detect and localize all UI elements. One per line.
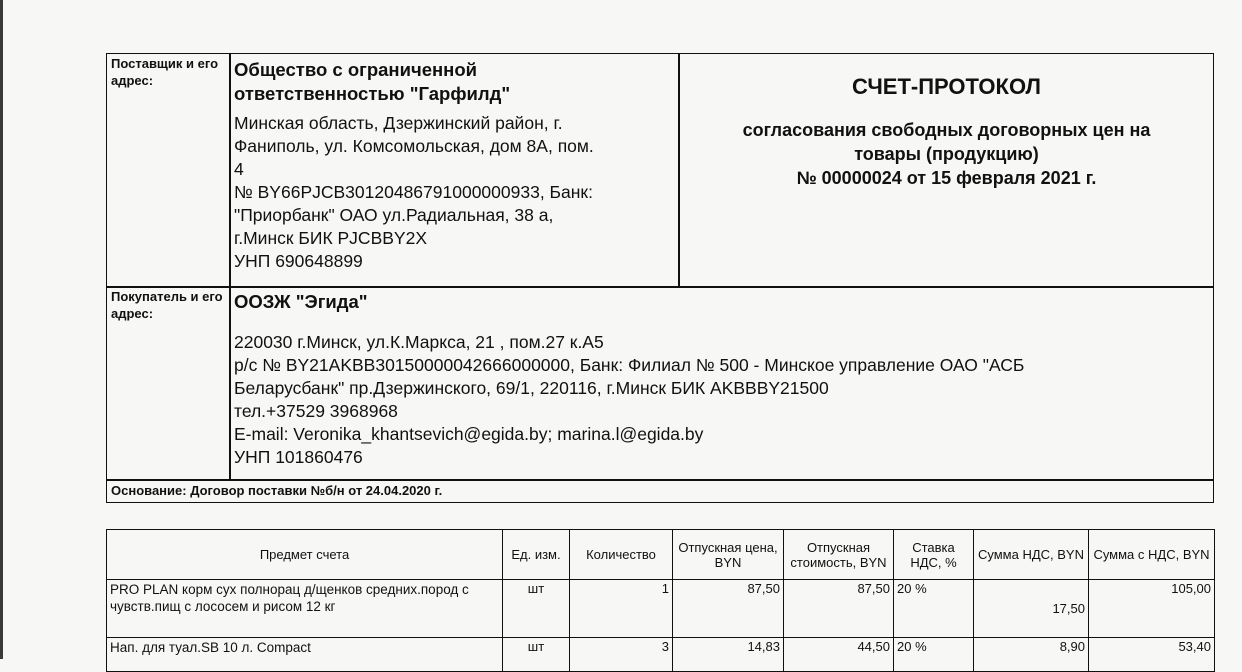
document-subtitle-line2: товары (продукцию) <box>854 144 1039 164</box>
cell-vat-rate: 20 % <box>894 580 974 638</box>
supplier-name-line2: ответственностью "Гарфилд" <box>234 83 511 104</box>
buyer-email: E-mail: Veronika_khantsevich@egida.by; marina.l@egida.by <box>234 424 704 444</box>
buyer-unp: УНП 101860476 <box>234 447 363 467</box>
col-header-unit: Ед. изм. <box>503 530 570 580</box>
supplier-name-line1: Общество с ограниченной <box>234 59 478 80</box>
divider <box>229 54 231 288</box>
buyer-phone: тел.+37529 3968968 <box>234 401 398 421</box>
col-header-qty: Количество <box>570 530 673 580</box>
supplier-label: Поставщик и его адрес: <box>111 56 219 88</box>
cell-cost: 87,50 <box>784 580 894 638</box>
cell-item: PRO PLAN корм сух полнорац д/щенков средних.пород с чувств.пищ с лососем и рисом 12 кг <box>107 580 503 638</box>
col-header-cost: Отпускная стоимость, BYN <box>784 530 894 580</box>
divider <box>107 286 1213 288</box>
cell-qty: 3 <box>570 638 673 672</box>
supplier-address-line1: Минская область, Дзержинский район, г. <box>234 113 563 133</box>
table-row <box>107 580 1215 638</box>
document-subtitle-line1: согласования свободных договорных цен на <box>742 120 1151 140</box>
document-number: № 00000024 от 15 февраля 2021 г. <box>796 168 1097 188</box>
buyer-details <box>234 290 1209 469</box>
supplier-details <box>234 58 678 273</box>
cell-price: 14,83 <box>673 638 784 672</box>
col-header-vat-sum: Сумма НДС, BYN <box>974 530 1089 580</box>
cell-cost: 44,50 <box>784 638 894 672</box>
cell-vat-sum: 8,90 <box>974 638 1089 672</box>
cell-total: 105,00 <box>1089 580 1215 638</box>
window-edge <box>0 0 3 659</box>
cell-vat-sum: 17,50 <box>974 580 1089 638</box>
cell-vat-rate: 20 % <box>894 638 974 672</box>
supplier-bank-line2: "Приорбанк" ОАО ул.Радиальная, 38 а, <box>234 205 554 225</box>
divider <box>229 286 231 480</box>
table-header-row <box>107 530 1215 580</box>
col-header-total: Сумма с НДС, BYN <box>1089 530 1215 580</box>
col-header-item: Предмет счета <box>107 530 503 580</box>
buyer-label: Покупатель и его адрес: <box>111 289 223 321</box>
document-title: СЧЕТ-ПРОТОКОЛ <box>852 74 1041 99</box>
buyer-bank-line1: р/с № BY21AKBB30150000042666000000, Банк: Филиал № 500 - Минское управление ОАО "АСБ <box>234 355 1025 375</box>
buyer-address: 220030 г.Минск, ул.К.Маркса, 21 , пом.27 к.А5 <box>234 332 604 352</box>
document-title-block <box>680 54 1213 286</box>
col-header-vat-rate: Ставка НДС, % <box>894 530 974 580</box>
cell-unit: шт <box>503 638 570 672</box>
buyer-name: ООЗЖ "Эгида" <box>234 291 368 312</box>
table-row <box>107 638 1215 672</box>
buyer-bank-line2: Беларусбанк" пр.Дзержинского, 69/1, 220116, г.Минск БИК AKBBBY21500 <box>234 378 829 398</box>
divider <box>107 479 1213 481</box>
supplier-address-line2: Фаниполь, ул. Комсомольская, дом 8А, пом. <box>234 136 594 156</box>
supplier-address-line3: 4 <box>234 159 244 179</box>
cell-qty: 1 <box>570 580 673 638</box>
supplier-bank-line1: № BY66PJCB30120486791000000933, Банк: <box>234 182 593 202</box>
supplier-unp: УНП 690648899 <box>234 251 363 271</box>
items-table <box>106 529 1215 672</box>
cell-total: 53,40 <box>1089 638 1215 672</box>
cell-price: 87,50 <box>673 580 784 638</box>
col-header-price: Отпускная цена, BYN <box>673 530 784 580</box>
cell-item: Нап. для туал.SB 10 л. Compact <box>107 638 503 672</box>
supplier-bank-line3: г.Минск БИК PJCBBY2X <box>234 228 427 248</box>
document-header-block <box>106 53 1214 503</box>
cell-unit: шт <box>503 580 570 638</box>
contract-basis: Основание: Договор поставки №б/н от 24.04.2020 г. <box>111 483 443 498</box>
